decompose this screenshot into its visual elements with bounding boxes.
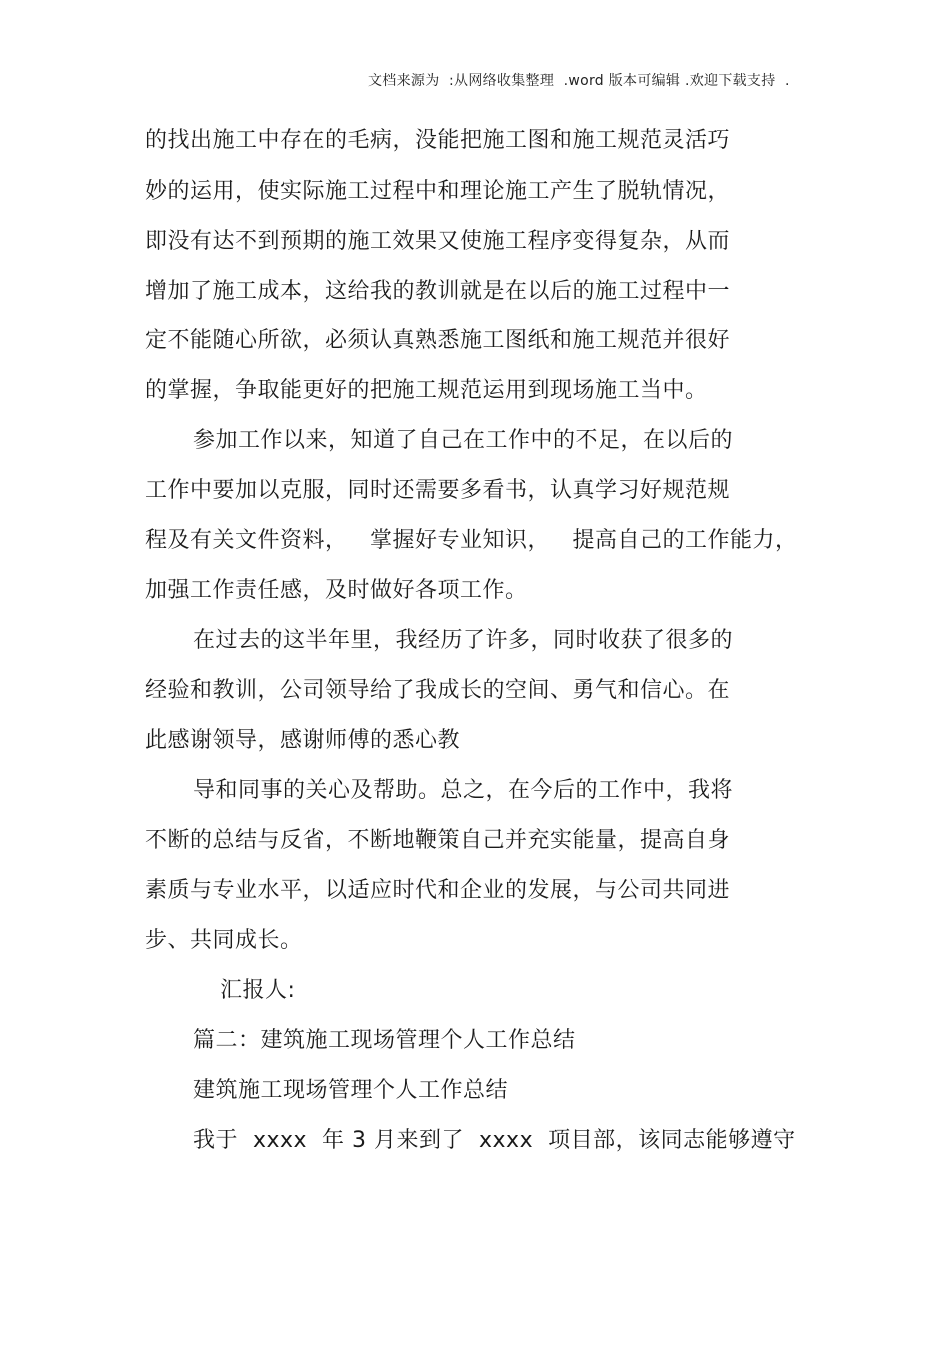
paragraph-3-line-3: 此感谢领导，感谢师傅的悉心教 — [145, 728, 461, 753]
paragraph-4-line-4: 步、共同成长。 — [145, 928, 303, 953]
body-line-1: 的找出施工中存在的毛病，没能把施工图和施工规范灵活巧 — [145, 128, 731, 153]
paragraph-2-line-1: 参加工作以来，知道了自己在工作中的不足，在以后的 — [193, 428, 734, 453]
body-line-5: 定不能随心所欲，必须认真熟悉施工图纸和施工规范并很好 — [145, 328, 731, 353]
paragraph-4-line-3: 素质与专业水平，以适应时代和企业的发展，与公司共同进 — [145, 878, 731, 903]
body-line-6: 的掌握，争取能更好的把施工规范运用到现场施工当中。 — [145, 378, 708, 403]
paragraph-4-line-2: 不断的总结与反省，不断地鞭策自己并充实能量，提高自身 — [145, 828, 731, 853]
body-line-2: 妙的运用，使实际施工过程中和理论施工产生了脱轨情况， — [145, 179, 731, 204]
page-header-source-note: 文档来源为 :从网络收集整理 .word 版本可编辑 .欢迎下载支持 . — [368, 73, 790, 89]
document-title: 建筑施工现场管理个人工作总结 — [193, 1078, 509, 1103]
paragraph-4-line-1: 导和同事的关心及帮助。总之，在今后的工作中，我将 — [193, 778, 734, 803]
paragraph-3-line-1: 在过去的这半年里，我经历了许多，同时收获了很多的 — [193, 628, 734, 653]
body-line-3: 即没有达不到预期的施工效果又使施工程序变得复杂，从而 — [145, 229, 731, 254]
paragraph-2-line-4: 加强工作责任感，及时做好各项工作。 — [145, 578, 528, 603]
body-line-4: 增加了施工成本，这给我的教训就是在以后的施工过程中一 — [145, 279, 731, 304]
section-heading: 篇二：建筑施工现场管理个人工作总结 — [193, 1028, 576, 1053]
paragraph-2-line-3: 程及有关文件资料， 掌握好专业知识， 提高自己的工作能力， — [145, 528, 798, 553]
intro-line: 我于 xxxx 年 3 月来到了 xxxx 项目部，该同志能够遵守 — [193, 1128, 796, 1153]
paragraph-3-line-2: 经验和教训，公司领导给了我成长的空间、勇气和信心。在 — [145, 678, 731, 703]
paragraph-2-line-2: 工作中要加以克服，同时还需要多看书，认真学习好规范规 — [145, 478, 731, 503]
reporter-label: 汇报人: — [220, 978, 296, 1003]
